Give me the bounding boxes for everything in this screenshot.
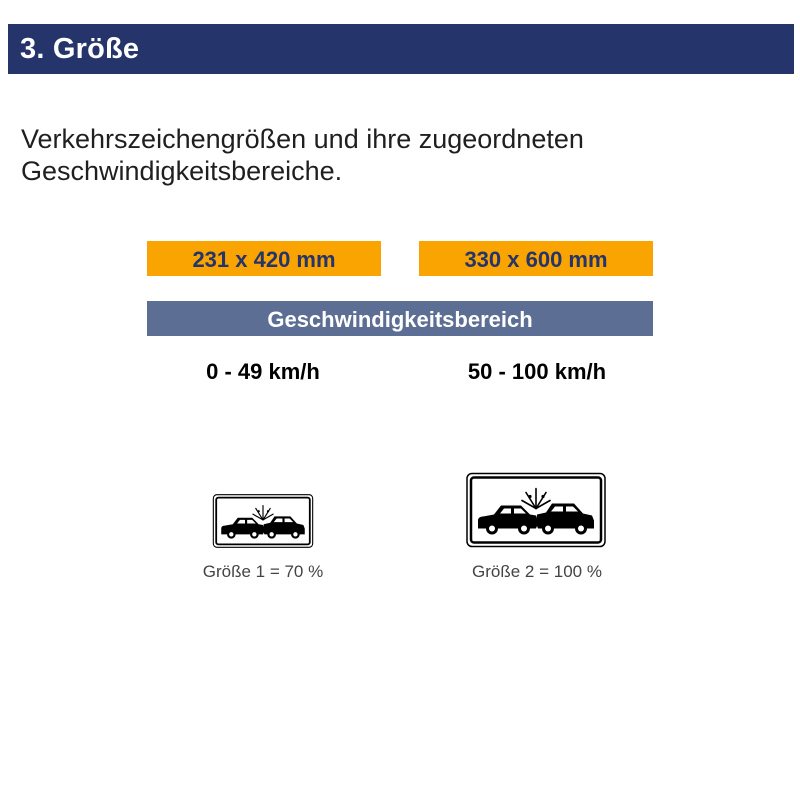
size-label-small: 231 x 420 mm [147, 241, 381, 276]
sign-caption-large: Größe 2 = 100 % [472, 562, 602, 581]
speed-range-small: 0 - 49 km/h [206, 359, 320, 384]
intro-line-2: Geschwindigkeitsbereiche. [21, 156, 343, 186]
car-collision-sign-small-icon [212, 494, 314, 548]
intro-line-1: Verkehrszeichengrößen und ihre zugeordneten [21, 124, 584, 154]
intro-text [21, 123, 761, 187]
section-header [8, 24, 794, 74]
sign-caption-small: Größe 1 = 70 % [202, 562, 324, 581]
section-title: 3. Größe [20, 33, 140, 65]
speed-range-header: Geschwindigkeitsbereich [147, 301, 653, 336]
size-label-large: 330 x 600 mm [419, 241, 653, 276]
car-collision-sign-large-icon [466, 471, 606, 549]
speed-range-large: 50 - 100 km/h [467, 359, 607, 384]
